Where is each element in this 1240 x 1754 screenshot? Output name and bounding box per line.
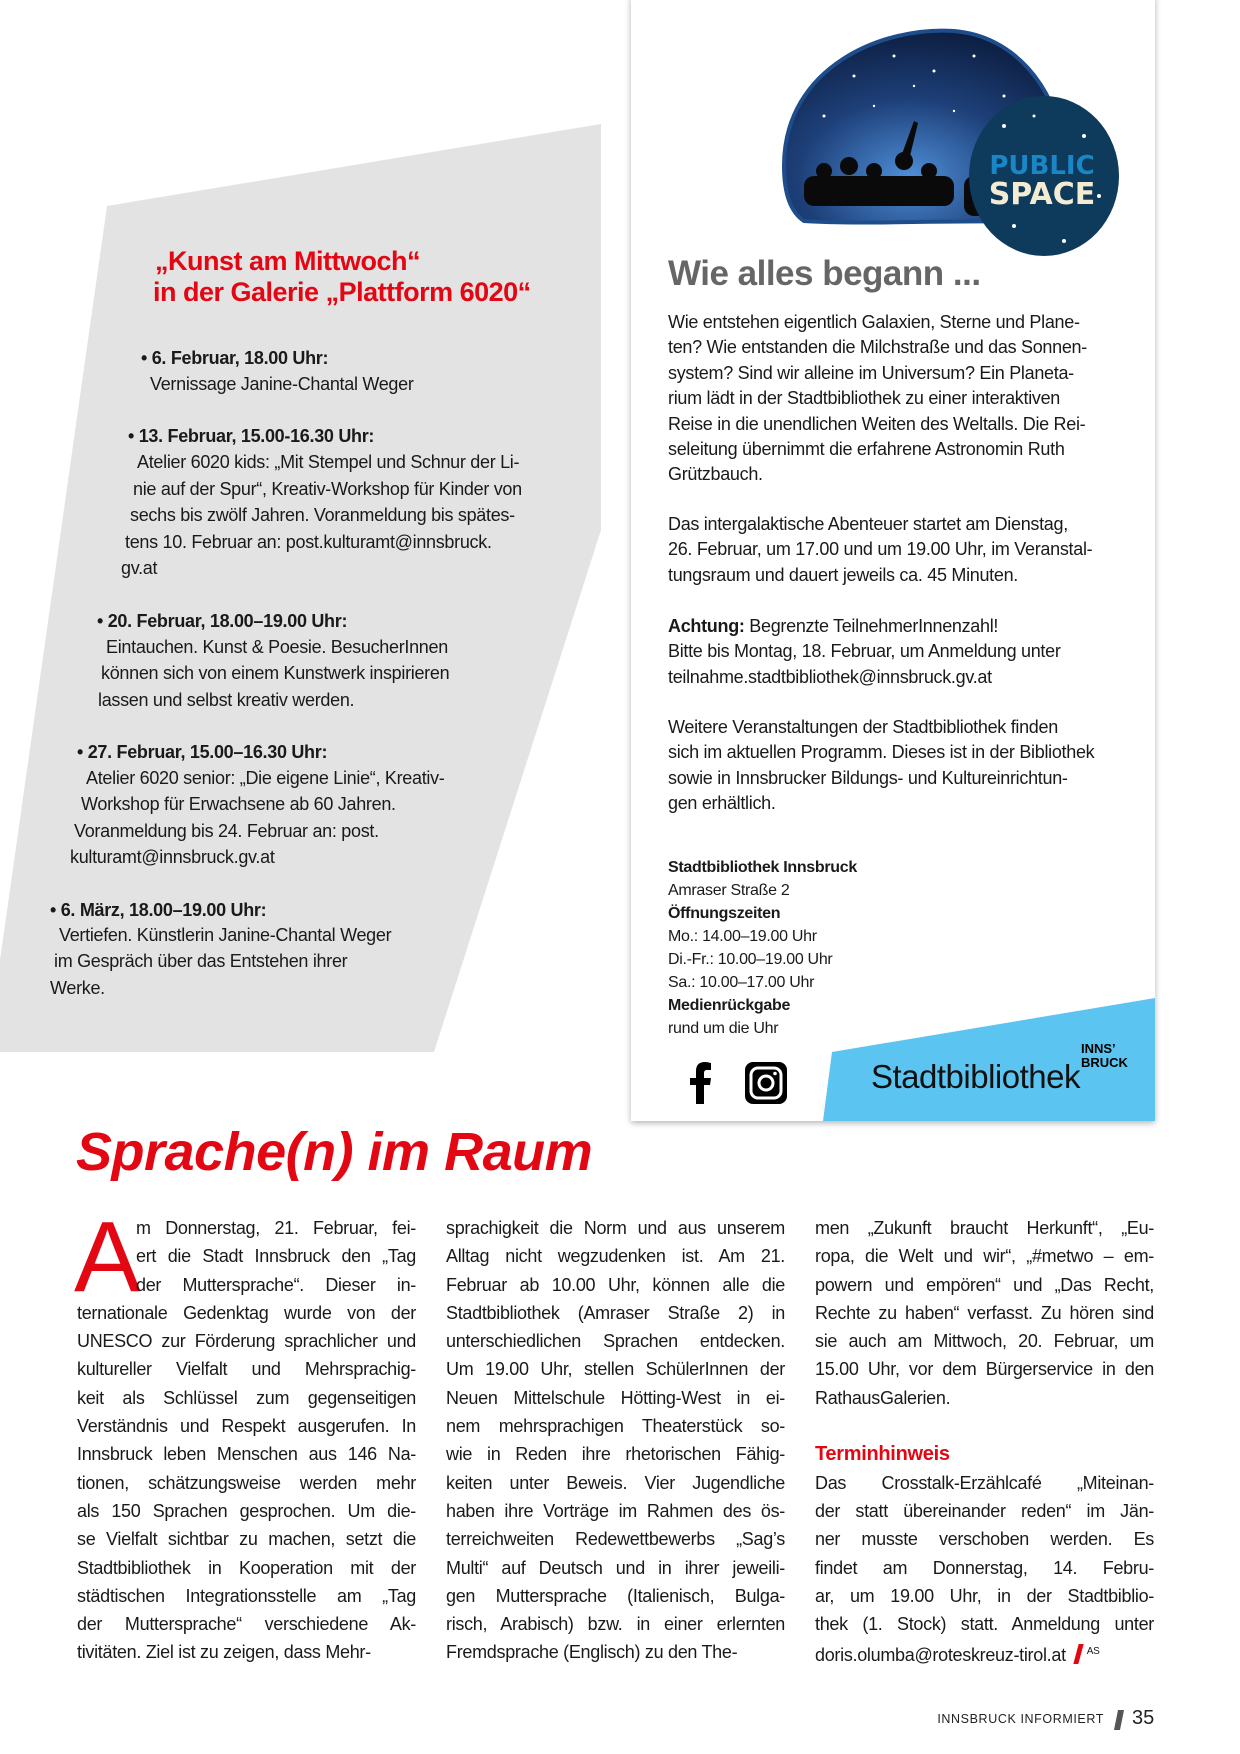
article-line xyxy=(446,1610,785,1638)
line-text: m Donnerstag, 21. Februar, fei- xyxy=(136,1218,416,1238)
line-text: tionen, schätzungsweise werden mehr xyxy=(77,1472,416,1493)
event-3-text: lassen und selbst kreativ werden. xyxy=(98,690,355,710)
line-text: Februar ab 10.00 Uhr, können alle die xyxy=(446,1274,785,1295)
event-2-text: sechs bis zwölf Jahren. Voranmeldung bis spätes- xyxy=(130,505,515,525)
article-line xyxy=(446,1384,785,1412)
achtung-text: Begrenzte TeilnehmerInnenzahl! xyxy=(744,616,999,636)
event-5-text: Werke. xyxy=(50,978,105,998)
return-value: rund um die Uhr xyxy=(668,1020,779,1037)
line-text: unterschiedlichen Sprachen entdecken. xyxy=(446,1331,785,1352)
article-line xyxy=(815,1469,1154,1497)
article-line xyxy=(446,1412,785,1440)
line-text: ert die Stadt Innsbruck den „Tag xyxy=(136,1246,416,1267)
event-3-date: • 20. Februar, 18.00–19.00 Uhr: xyxy=(97,611,348,631)
line-text: keiten unter Beweis. Vier Jugendliche xyxy=(446,1472,785,1493)
article-column-1 xyxy=(77,1214,416,1667)
article-line xyxy=(77,1327,416,1355)
hours-di-fr: Di.-Fr.: 10.00–19.00 Uhr xyxy=(668,951,833,968)
article-line xyxy=(815,1554,1154,1582)
line-text: findet am Donnerstag, 14. Febru- xyxy=(815,1557,1154,1578)
card-title: Wie alles begann ... xyxy=(668,254,981,293)
line-text: Das Crosstalk-Erzählcafé „Miteinan- xyxy=(815,1472,1154,1493)
line-text: 15.00 Uhr, vor dem Bürgerservice in den xyxy=(815,1359,1154,1380)
innsbruck-logo-line1: INNS’ xyxy=(1081,1041,1116,1056)
article-line xyxy=(446,1327,785,1355)
line-text: RathausGalerien. xyxy=(815,1387,951,1408)
kunst-title-line2: in der Galerie „Plattform 6020“ xyxy=(153,277,531,307)
line-text: doris.olumba@roteskreuz-tirol.at xyxy=(815,1645,1066,1666)
line-text: keit als Schlüssel zum gegenseitigen xyxy=(77,1387,416,1408)
event-4-text: Atelier 6020 senior: „Die eigene Linie“, Kreativ- xyxy=(86,768,445,788)
svg-text:PUBLIC: PUBLIC xyxy=(989,151,1095,181)
article-line xyxy=(815,1525,1154,1553)
event-5-text: Vertiefen. Künstlerin Janine-Chantal Weger xyxy=(59,925,392,945)
facebook-icon[interactable] xyxy=(690,1062,712,1104)
article-line xyxy=(815,1214,1154,1242)
card-paragraph-1: Wie entstehen eigentlich Galaxien, Sterne und Plane- ten? Wie entstanden die Milchstraße und das Sonnen- system? Sind wir alleine im Universum? Ein Planeta- rium lädt in der Stadtbibliothek zu einer interaktiven Reise in die unendlichen Weiten des Weltalls. Die Rei- seleitung übernimmt die erfahrene Astronomin Ruth Grützbauch. xyxy=(668,312,1087,485)
return-label: Medienrückgabe xyxy=(668,997,791,1014)
article-line xyxy=(136,1214,416,1242)
line-text: der Muttersprache“ verschiedene Ak- xyxy=(77,1614,416,1635)
author-initials: AS xyxy=(1086,1646,1100,1658)
line-text: der statt übereinander reden“ im Jän- xyxy=(815,1500,1154,1521)
line-text: der Muttersprache“. Dieser in- xyxy=(136,1274,416,1295)
line-text: powern und empören“ und „Das Recht, xyxy=(815,1274,1154,1295)
registration-text: Bitte bis Montag, 18. Februar, um Anmeldung unter teilnahme.stadtbibliothek@innsbruck.gv.at xyxy=(668,641,1061,687)
line-text: Multi“ auf Deutsch und in ihrer jeweili- xyxy=(446,1557,785,1578)
article-line xyxy=(446,1582,785,1610)
hours-mo: Mo.: 14.00–19.00 Uhr xyxy=(668,928,817,945)
article-line xyxy=(815,1384,1154,1412)
line-text: als 150 Sprachen gesprochen. Um die- xyxy=(77,1500,416,1521)
line-text: ternationale Gedenktag wurde von der xyxy=(77,1302,416,1323)
library-address: Amraser Straße 2 xyxy=(668,882,790,899)
article-line xyxy=(77,1525,416,1553)
article-line xyxy=(446,1497,785,1525)
event-1-text: Vernissage Janine-Chantal Weger xyxy=(150,374,414,394)
library-info-card xyxy=(631,0,1155,1121)
article-line xyxy=(136,1242,416,1270)
article-line xyxy=(815,1582,1154,1610)
article-line xyxy=(446,1525,785,1553)
article-line xyxy=(77,1384,416,1412)
article-line xyxy=(77,1412,416,1440)
article-line xyxy=(815,1355,1154,1383)
event-4-text: Workshop für Erwachsene ab 60 Jahren. xyxy=(81,794,396,814)
line-text: tivitäten. Ziel ist zu zeigen, dass Mehr- xyxy=(77,1642,371,1663)
line-text: risch, Arabisch) bzw. in einer erlernten xyxy=(446,1614,785,1635)
event-4-date: • 27. Februar, 15.00–16.30 Uhr: xyxy=(77,742,328,762)
article-column-2 xyxy=(446,1214,785,1667)
article-line xyxy=(136,1271,416,1299)
article-line xyxy=(77,1440,416,1468)
line-text: terreichweiten Redewettbewerbs „Sag’s xyxy=(446,1529,785,1550)
article-line xyxy=(815,1610,1154,1638)
article-line xyxy=(77,1469,416,1497)
library-name: Stadtbibliothek Innsbruck xyxy=(668,859,857,876)
hours-label: Öffnungszeiten xyxy=(668,905,781,922)
article-line xyxy=(815,1242,1154,1270)
line-text: kultureller Vielfalt und Mehrsprachig- xyxy=(77,1359,416,1380)
innsbruck-logo-line2: BRUCK xyxy=(1081,1055,1128,1070)
article-line xyxy=(77,1610,416,1638)
article-line xyxy=(77,1497,416,1525)
article-title: Sprache(n) im Raum xyxy=(76,1122,593,1182)
line-text: men „Zukunft braucht Herkunft“, „Eu- xyxy=(815,1218,1154,1238)
line-text: UNESCO zur Förderung sprachlicher und xyxy=(77,1331,416,1352)
hours-sa: Sa.: 10.00–17.00 Uhr xyxy=(668,974,815,991)
card-paragraph-3 xyxy=(668,614,1148,690)
event-2-date: • 13. Februar, 15.00-16.30 Uhr: xyxy=(128,426,375,446)
article-line xyxy=(446,1214,785,1242)
library-contact xyxy=(668,856,857,1040)
innsbruck-logo xyxy=(1081,1042,1128,1070)
article-line xyxy=(446,1299,785,1327)
kunst-title-line1: „Kunst am Mittwoch“ xyxy=(155,246,420,276)
line-text: se Vielfalt sichtbar zu machen, setzt die xyxy=(77,1529,416,1550)
end-slash-icon xyxy=(1073,1644,1083,1664)
public-space-logo xyxy=(764,26,1124,266)
slash-divider-icon xyxy=(1114,1710,1124,1730)
line-text: Um 19.00 Uhr, stellen SchülerInnen der xyxy=(446,1359,785,1380)
event-2-text: nie auf der Spur“, Kreativ-Workshop für Kinder von xyxy=(133,479,522,499)
event-2-text: Atelier 6020 kids: „Mit Stempel und Schnur der Li- xyxy=(137,452,520,472)
article-line xyxy=(446,1554,785,1582)
article-line xyxy=(446,1355,785,1383)
line-text: ar, um 19.00 Uhr, in der Stadtbiblio- xyxy=(815,1585,1154,1606)
line-text: Alltag nicht wegzudenken ist. Am 21. xyxy=(446,1246,785,1267)
event-4-text: Voranmeldung bis 24. Februar an: post. xyxy=(74,821,379,841)
card-paragraph-4: Weitere Veranstaltungen der Stadtbibliothek finden sich im aktuellen Programm. Dieses ist in der Bibliothek sowie in Innsbrucker Bildungs- und Kultureinrichtun- gen erhältlich. xyxy=(668,717,1095,814)
svg-text:SPACE: SPACE xyxy=(988,177,1096,212)
line-text: Fremdsprache (Englisch) zu den The- xyxy=(446,1642,738,1663)
article-line xyxy=(446,1638,785,1666)
article-column-3 xyxy=(815,1214,1154,1667)
publication-name: INNSBRUCK INFORMIERT xyxy=(937,1712,1104,1726)
line-text: haben ihre Vorträge im Rahmen des ös- xyxy=(446,1500,785,1521)
line-text: gen Muttersprache (Italienisch, Bulga- xyxy=(446,1585,785,1606)
drop-cap: A xyxy=(74,1201,141,1313)
article-line xyxy=(815,1271,1154,1299)
instagram-icon[interactable] xyxy=(745,1062,787,1104)
line-text: städtischen Integrationsstelle am „Tag xyxy=(77,1585,416,1606)
event-5-date: • 6. März, 18.00–19.00 Uhr: xyxy=(50,900,267,920)
event-2-text: gv.at xyxy=(121,558,158,578)
page-number: 35 xyxy=(1132,1707,1155,1729)
article-line xyxy=(77,1554,416,1582)
line-text: nem mehrsprachigen Theaterstück so- xyxy=(446,1416,785,1437)
article-line xyxy=(446,1469,785,1497)
line-text: Verständnis und Respekt ausgerufen. In xyxy=(77,1416,416,1437)
line-text: Stadtbibliothek (Amraser Straße 2) in xyxy=(446,1302,785,1323)
event-3-text: können sich von einem Kunstwerk inspirieren xyxy=(101,663,450,683)
line-text: sie auch am Mittwoch, 20. Februar, um xyxy=(815,1331,1154,1352)
brand-name: Stadtbibliothek xyxy=(871,1058,1080,1095)
line-text: Rechte zu haben“ verfasst. Zu hören sind xyxy=(815,1302,1154,1323)
article-line xyxy=(815,1638,1154,1666)
article-line xyxy=(446,1242,785,1270)
article-line xyxy=(446,1440,785,1468)
line-text: ropa, die Welt und wir“, „#metwo – em- xyxy=(815,1246,1154,1267)
achtung-label: Achtung: xyxy=(668,616,745,636)
line-text: Innsbruck leben Menschen aus 146 Na- xyxy=(77,1444,416,1465)
line-text: Stadtbibliothek in Kooperation mit der xyxy=(77,1557,416,1578)
article-line xyxy=(815,1299,1154,1327)
article-line xyxy=(77,1582,416,1610)
line-text: Neuen Mittelschule Hötting-West in ei- xyxy=(446,1387,785,1408)
event-1-date: • 6. Februar, 18.00 Uhr: xyxy=(141,348,329,368)
article-line xyxy=(815,1497,1154,1525)
article-line xyxy=(446,1271,785,1299)
line-text: thek (1. Stock) statt. Anmeldung unter xyxy=(815,1614,1154,1635)
line-text: sprachigkeit die Norm und aus unserem xyxy=(446,1218,785,1238)
line-text: wie in Reden ihre rhetorischen Fähig- xyxy=(446,1444,785,1465)
event-2-text: tens 10. Februar an: post.kulturamt@innsbruck. xyxy=(125,532,492,552)
article-line xyxy=(77,1638,416,1666)
event-5-text: im Gespräch über das Entstehen ihrer xyxy=(54,951,348,971)
article-line xyxy=(77,1299,416,1327)
subheading: Terminhinweis xyxy=(815,1443,950,1466)
event-4-text: kulturamt@innsbruck.gv.at xyxy=(70,847,275,867)
card-paragraph-2: Das intergalaktische Abenteuer startet am Dienstag, 26. Februar, um 17.00 und um 19.00 Uhr, im Veranstal- tungsraum und dauert jeweils ca. 45 Minuten. xyxy=(668,514,1093,585)
article-line xyxy=(77,1355,416,1383)
event-3-text: Eintauchen. Kunst & Poesie. BesucherInnen xyxy=(106,637,448,657)
line-text: ner musste verschoben werden. Es xyxy=(815,1529,1154,1550)
article-line xyxy=(815,1327,1154,1355)
